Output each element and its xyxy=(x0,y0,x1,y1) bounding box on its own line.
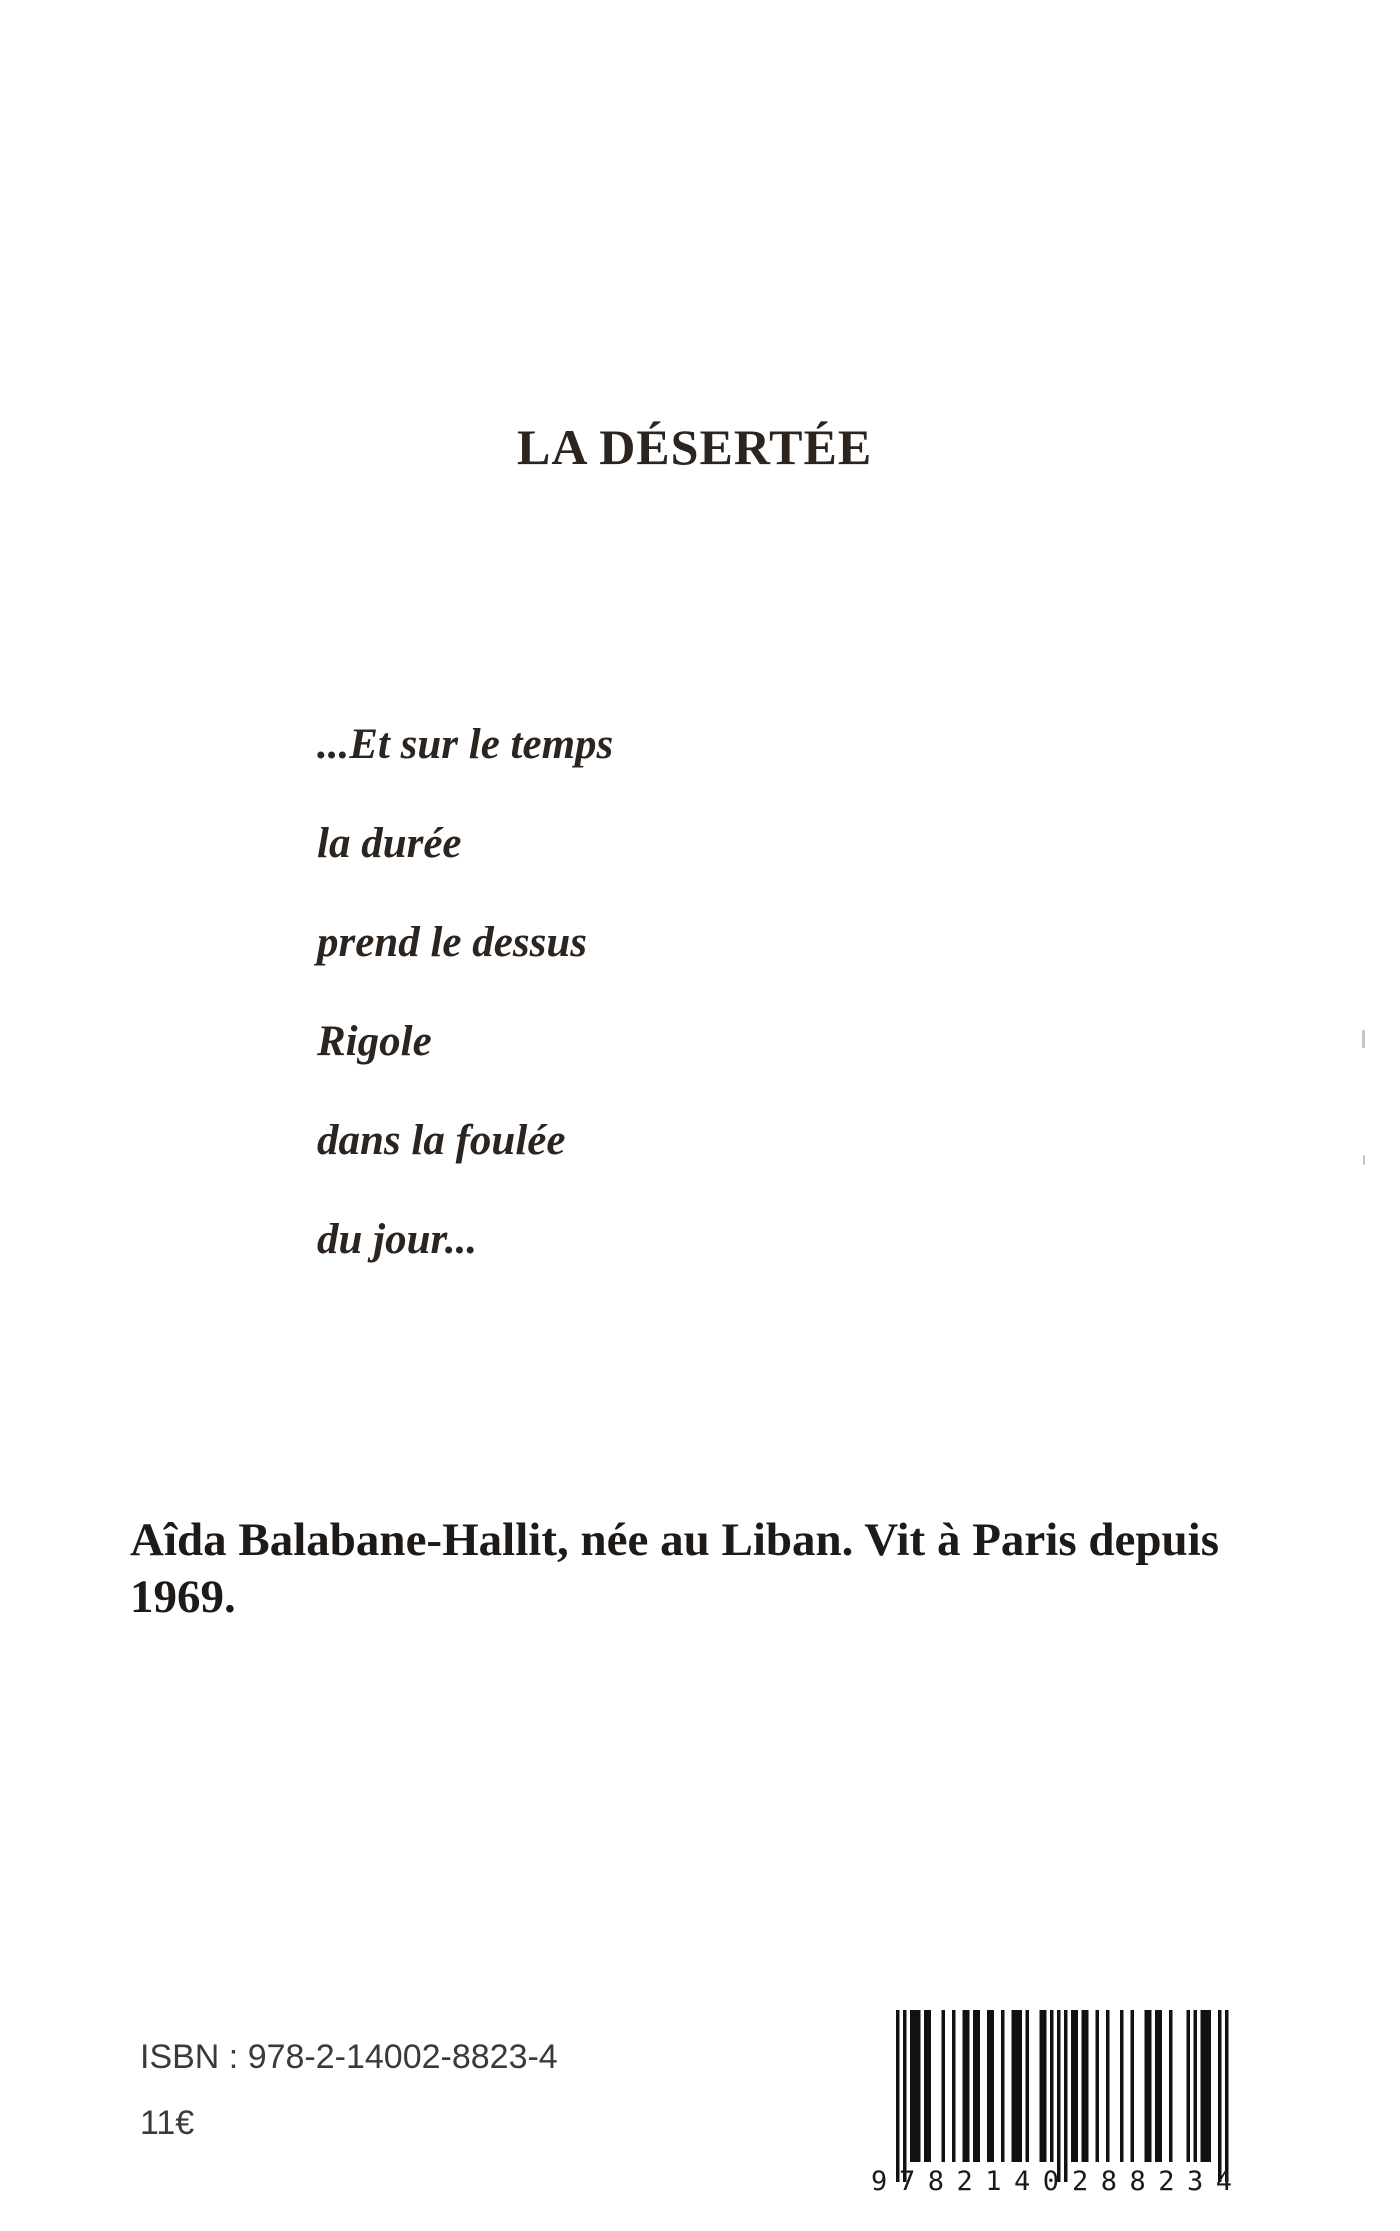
barcode-bar xyxy=(1082,2010,1086,2162)
barcode-bar xyxy=(1071,2010,1075,2162)
barcode-bar xyxy=(1064,2010,1068,2182)
poem-line: la durée xyxy=(317,820,462,867)
barcode-bar xyxy=(1201,2010,1205,2162)
poem-line: du jour... xyxy=(317,1216,478,1263)
author-bio: Aîda Balabane-Hallit, née au Liban. Vit à Paris depuis 1969. xyxy=(130,1514,1220,1623)
barcode-bar xyxy=(1131,2010,1135,2162)
price-label: 11€ xyxy=(140,2104,195,2142)
barcode-bar xyxy=(1145,2010,1149,2162)
barcode-graphic xyxy=(866,2006,1260,2196)
barcode-bar xyxy=(1155,2010,1159,2162)
barcode-bar xyxy=(942,2010,946,2162)
barcode-bar xyxy=(1040,2010,1044,2162)
barcode-bar xyxy=(1015,2010,1019,2162)
barcode-bar xyxy=(1148,2010,1152,2162)
barcode-bars xyxy=(896,2010,1229,2182)
barcode-bar xyxy=(1204,2010,1208,2162)
barcode-bar xyxy=(1194,2010,1198,2162)
scan-speck xyxy=(1362,1030,1365,1048)
isbn-label: ISBN : 978-2-14002-8823-4 xyxy=(140,2038,558,2076)
poem-excerpt xyxy=(317,715,613,1309)
barcode-bar xyxy=(1187,2010,1191,2162)
barcode-bar xyxy=(1159,2010,1163,2162)
barcode-bar xyxy=(928,2010,932,2162)
barcode-bar xyxy=(1019,2010,1023,2162)
barcode-bar xyxy=(1057,2010,1061,2182)
barcode-bar xyxy=(1208,2010,1212,2162)
barcode-bar xyxy=(1225,2010,1229,2182)
isbn-barcode xyxy=(866,2006,1260,2196)
barcode-bar xyxy=(924,2010,928,2162)
barcode-bar xyxy=(903,2010,907,2182)
poem-line: dans la foulée xyxy=(317,1117,566,1164)
barcode-digit-group-right: 288234 xyxy=(1072,2166,1232,2196)
barcode-digit-group-left: 782140 xyxy=(899,2166,1059,2196)
barcode-bar xyxy=(987,2010,991,2162)
barcode-bar xyxy=(910,2010,914,2162)
barcode-bar xyxy=(1096,2010,1100,2162)
poem-line: Rigole xyxy=(317,1018,432,1065)
scan-speck xyxy=(1363,1155,1365,1165)
poem-line: prend le dessus xyxy=(317,919,587,966)
barcode-bar xyxy=(952,2010,956,2162)
barcode-bar xyxy=(991,2010,995,2162)
book-title: LA DÉSERTÉE xyxy=(517,419,873,475)
barcode-bar xyxy=(1169,2010,1173,2162)
barcode-bar xyxy=(1075,2010,1079,2162)
poem-line: ...Et sur le temps xyxy=(317,721,614,768)
barcode-bar xyxy=(917,2010,921,2162)
barcode-bar xyxy=(1218,2010,1222,2182)
barcode-bar xyxy=(963,2010,967,2162)
barcode-bar xyxy=(1043,2010,1047,2162)
barcode-bar xyxy=(1050,2010,1054,2162)
barcode-bar xyxy=(1106,2010,1110,2162)
barcode-bar xyxy=(1026,2010,1030,2162)
barcode-bar xyxy=(966,2010,970,2162)
barcode-bar xyxy=(1012,2010,1016,2162)
barcode-bar xyxy=(896,2010,900,2182)
barcode-bar xyxy=(973,2010,977,2162)
barcode-bar xyxy=(914,2010,918,2162)
barcode-digit-group-first: 9 xyxy=(871,2166,888,2196)
barcode-bar xyxy=(1085,2010,1089,2162)
barcode-bar xyxy=(1001,2010,1005,2162)
barcode-bar xyxy=(977,2010,981,2162)
barcode-bar xyxy=(1120,2010,1124,2162)
